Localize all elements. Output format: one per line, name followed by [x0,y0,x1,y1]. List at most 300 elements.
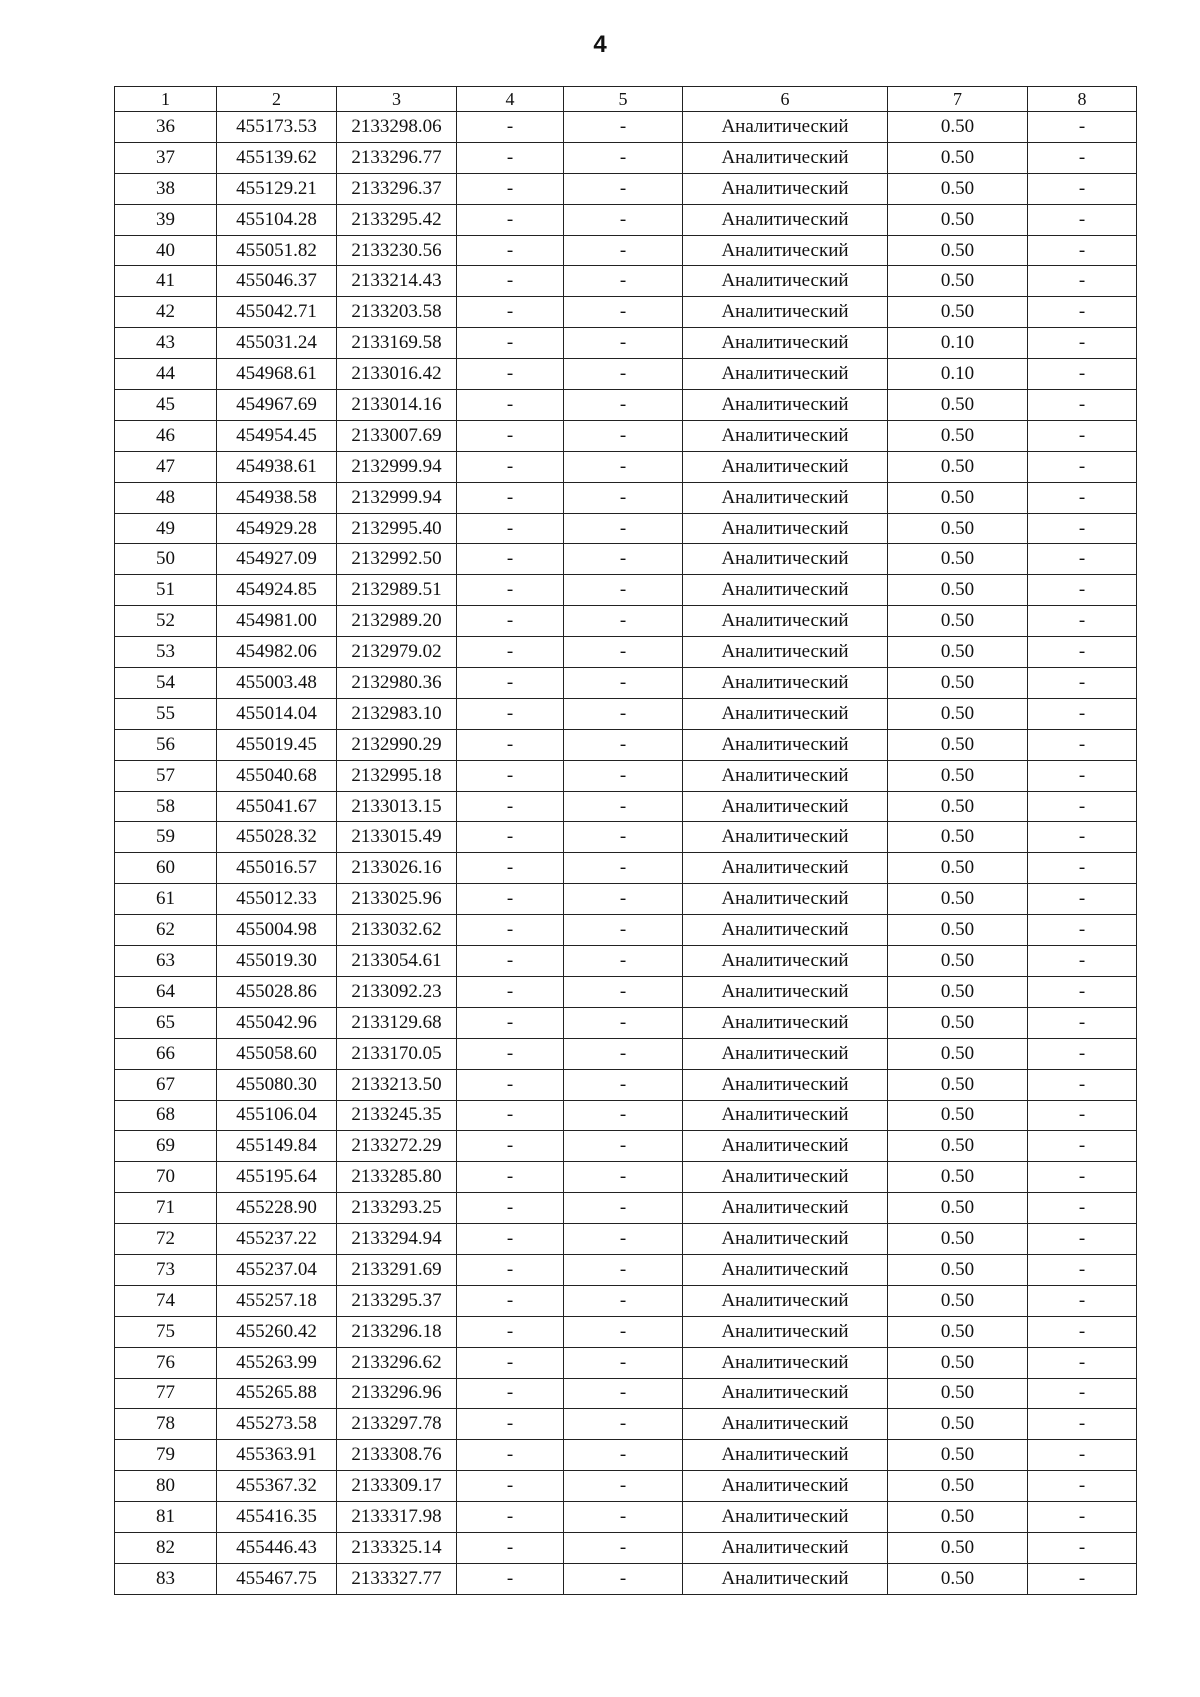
table-cell-col-2: 455265.88 [217,1378,337,1409]
table-cell-col-2: 455012.33 [217,884,337,915]
table-cell-col-4: - [457,1193,564,1224]
table-cell-col-5: - [564,1100,683,1131]
table-cell-col-1: 70 [115,1162,217,1193]
table-cell-col-3: 2133291.69 [337,1254,457,1285]
table-cell-col-2: 455042.96 [217,1007,337,1038]
table-cell-col-7: 0.50 [888,297,1028,328]
column-header-4: 4 [457,87,564,112]
table-cell-col-6: Аналитический [683,853,888,884]
table-row [115,606,1137,637]
table-cell-col-5: - [564,1224,683,1255]
table-cell-col-8: - [1028,204,1137,235]
table-cell-col-7: 0.50 [888,1038,1028,1069]
table-cell-col-2: 455416.35 [217,1502,337,1533]
table-cell-col-1: 61 [115,884,217,915]
table-cell-col-5: - [564,1038,683,1069]
table-cell-col-4: - [457,760,564,791]
table-cell-col-6: Аналитический [683,1038,888,1069]
table-cell-col-3: 2133170.05 [337,1038,457,1069]
table-cell-col-7: 0.50 [888,1347,1028,1378]
table-cell-col-1: 45 [115,390,217,421]
table-cell-col-6: Аналитический [683,1193,888,1224]
table-cell-col-8: - [1028,668,1137,699]
table-cell-col-6: Аналитический [683,1254,888,1285]
table-cell-col-3: 2133285.80 [337,1162,457,1193]
table-cell-col-3: 2132983.10 [337,698,457,729]
table-cell-col-6: Аналитический [683,544,888,575]
table-cell-col-5: - [564,729,683,760]
table-cell-col-3: 2132995.18 [337,760,457,791]
table-cell-col-4: - [457,1007,564,1038]
table-cell-col-1: 37 [115,142,217,173]
table-cell-col-6: Аналитический [683,297,888,328]
table-cell-col-2: 455139.62 [217,142,337,173]
table-cell-col-5: - [564,884,683,915]
table-cell-col-6: Аналитический [683,884,888,915]
table-cell-col-7: 0.50 [888,513,1028,544]
table-cell-col-8: - [1028,266,1137,297]
table-cell-col-6: Аналитический [683,390,888,421]
table-cell-col-8: - [1028,297,1137,328]
table-cell-col-8: - [1028,513,1137,544]
table-cell-col-8: - [1028,606,1137,637]
table-cell-col-5: - [564,1440,683,1471]
table-cell-col-4: - [457,359,564,390]
table-cell-col-6: Аналитический [683,1532,888,1563]
table-cell-col-6: Аналитический [683,1069,888,1100]
table-cell-col-8: - [1028,173,1137,204]
table-cell-col-4: - [457,420,564,451]
table-cell-col-4: - [457,173,564,204]
table-cell-col-2: 455363.91 [217,1440,337,1471]
table-cell-col-4: - [457,1285,564,1316]
table-cell-col-4: - [457,513,564,544]
table-cell-col-6: Аналитический [683,235,888,266]
table-cell-col-8: - [1028,328,1137,359]
table-cell-col-2: 454954.45 [217,420,337,451]
table-cell-col-5: - [564,1563,683,1594]
table-cell-col-8: - [1028,1162,1137,1193]
table-cell-col-7: 0.50 [888,544,1028,575]
table-cell-col-4: - [457,235,564,266]
table-cell-col-2: 455003.48 [217,668,337,699]
table-cell-col-1: 44 [115,359,217,390]
table-cell-col-7: 0.50 [888,1131,1028,1162]
table-cell-col-3: 2132999.94 [337,451,457,482]
table-cell-col-5: - [564,1471,683,1502]
table-cell-col-8: - [1028,1409,1137,1440]
table-cell-col-7: 0.50 [888,266,1028,297]
table-row [115,698,1137,729]
table-row [115,915,1137,946]
table-row [115,1254,1137,1285]
table-cell-col-7: 0.50 [888,668,1028,699]
table-cell-col-1: 49 [115,513,217,544]
table-cell-col-1: 72 [115,1224,217,1255]
table-cell-col-4: - [457,1069,564,1100]
table-cell-col-7: 0.50 [888,420,1028,451]
table-cell-col-7: 0.50 [888,390,1028,421]
table-cell-col-3: 2132980.36 [337,668,457,699]
table-cell-col-2: 455149.84 [217,1131,337,1162]
table-cell-col-5: - [564,853,683,884]
table-cell-col-7: 0.50 [888,637,1028,668]
table-cell-col-1: 50 [115,544,217,575]
table-cell-col-7: 0.50 [888,853,1028,884]
table-row [115,729,1137,760]
table-cell-col-1: 58 [115,791,217,822]
table-cell-col-4: - [457,1038,564,1069]
table-cell-col-8: - [1028,575,1137,606]
table-cell-col-6: Аналитический [683,1409,888,1440]
table-cell-col-8: - [1028,112,1137,143]
table-cell-col-6: Аналитический [683,606,888,637]
table-cell-col-8: - [1028,1471,1137,1502]
table-row [115,1316,1137,1347]
table-cell-col-2: 454968.61 [217,359,337,390]
table-cell-col-6: Аналитический [683,482,888,513]
table-cell-col-7: 0.50 [888,1378,1028,1409]
table-cell-col-6: Аналитический [683,513,888,544]
table-cell-col-5: - [564,482,683,513]
table-cell-col-4: - [457,482,564,513]
table-cell-col-1: 83 [115,1563,217,1594]
table-row [115,173,1137,204]
table-cell-col-8: - [1028,946,1137,977]
table-cell-col-8: - [1028,698,1137,729]
table-row [115,1100,1137,1131]
table-cell-col-1: 53 [115,637,217,668]
table-cell-col-2: 455173.53 [217,112,337,143]
table-cell-col-5: - [564,1254,683,1285]
table-cell-col-7: 0.50 [888,915,1028,946]
table-cell-col-8: - [1028,853,1137,884]
table-cell-col-3: 2132995.40 [337,513,457,544]
table-cell-col-6: Аналитический [683,112,888,143]
table-cell-col-7: 0.50 [888,1502,1028,1533]
table-cell-col-2: 455237.04 [217,1254,337,1285]
table-cell-col-5: - [564,1316,683,1347]
table-cell-col-3: 2133308.76 [337,1440,457,1471]
table-cell-col-7: 0.50 [888,698,1028,729]
table-cell-col-7: 0.50 [888,822,1028,853]
table-row [115,451,1137,482]
table-cell-col-8: - [1028,760,1137,791]
table-cell-col-6: Аналитический [683,1131,888,1162]
table-cell-col-2: 454981.00 [217,606,337,637]
table-cell-col-5: - [564,791,683,822]
table-cell-col-7: 0.50 [888,235,1028,266]
table-row [115,328,1137,359]
table-cell-col-3: 2133025.96 [337,884,457,915]
table-cell-col-8: - [1028,791,1137,822]
table-cell-col-8: - [1028,1316,1137,1347]
table-row [115,142,1137,173]
table-cell-col-7: 0.50 [888,1069,1028,1100]
table-cell-col-4: - [457,1224,564,1255]
table-cell-col-2: 454967.69 [217,390,337,421]
column-header-5: 5 [564,87,683,112]
table-cell-col-8: - [1028,359,1137,390]
table-cell-col-5: - [564,513,683,544]
table-cell-col-8: - [1028,420,1137,451]
table-cell-col-2: 454938.61 [217,451,337,482]
table-cell-col-1: 51 [115,575,217,606]
table-cell-col-7: 0.50 [888,1440,1028,1471]
table-row [115,1285,1137,1316]
table-cell-col-4: - [457,1316,564,1347]
table-cell-col-4: - [457,451,564,482]
table-cell-col-3: 2132989.51 [337,575,457,606]
table-cell-col-1: 75 [115,1316,217,1347]
table-cell-col-3: 2133309.17 [337,1471,457,1502]
table-cell-col-7: 0.10 [888,328,1028,359]
table-cell-col-3: 2133296.77 [337,142,457,173]
table-cell-col-1: 47 [115,451,217,482]
table-cell-col-2: 455004.98 [217,915,337,946]
column-header-1: 1 [115,87,217,112]
table-row [115,1347,1137,1378]
table-cell-col-5: - [564,1285,683,1316]
table-cell-col-4: - [457,729,564,760]
table-cell-col-5: - [564,1069,683,1100]
table-cell-col-5: - [564,328,683,359]
table-cell-col-3: 2133245.35 [337,1100,457,1131]
table-row [115,420,1137,451]
table-cell-col-2: 455446.43 [217,1532,337,1563]
table-cell-col-5: - [564,698,683,729]
table-cell-col-7: 0.50 [888,976,1028,1007]
table-cell-col-5: - [564,1007,683,1038]
table-cell-col-2: 455028.86 [217,976,337,1007]
table-cell-col-3: 2133016.42 [337,359,457,390]
table-cell-col-6: Аналитический [683,1100,888,1131]
table-cell-col-6: Аналитический [683,1347,888,1378]
table-cell-col-7: 0.50 [888,1563,1028,1594]
table-cell-col-2: 454924.85 [217,575,337,606]
coordinates-table [114,86,1137,1595]
table-row [115,668,1137,699]
table-cell-col-7: 0.50 [888,1471,1028,1502]
table-cell-col-2: 455058.60 [217,1038,337,1069]
table-cell-col-1: 77 [115,1378,217,1409]
table-cell-col-3: 2133327.77 [337,1563,457,1594]
table-cell-col-8: - [1028,1131,1137,1162]
table-cell-col-3: 2133296.37 [337,173,457,204]
table-cell-col-5: - [564,606,683,637]
table-row [115,1563,1137,1594]
table-cell-col-6: Аналитический [683,328,888,359]
table-row [115,1069,1137,1100]
table-cell-col-6: Аналитический [683,1162,888,1193]
table-cell-col-2: 455273.58 [217,1409,337,1440]
table-cell-col-6: Аналитический [683,575,888,606]
table-cell-col-5: - [564,266,683,297]
table-row [115,637,1137,668]
table-cell-col-5: - [564,1502,683,1533]
table-cell-col-6: Аналитический [683,791,888,822]
table-cell-col-8: - [1028,1563,1137,1594]
table-row [115,791,1137,822]
table-row [115,482,1137,513]
table-cell-col-7: 0.50 [888,112,1028,143]
table-cell-col-6: Аналитический [683,822,888,853]
table-cell-col-6: Аналитический [683,1224,888,1255]
table-cell-col-1: 60 [115,853,217,884]
table-cell-col-8: - [1028,1347,1137,1378]
table-cell-col-2: 455257.18 [217,1285,337,1316]
table-cell-col-1: 46 [115,420,217,451]
table-cell-col-1: 64 [115,976,217,1007]
table-cell-col-8: - [1028,1100,1137,1131]
table-cell-col-5: - [564,1193,683,1224]
table-cell-col-7: 0.50 [888,1100,1028,1131]
table-cell-col-6: Аналитический [683,420,888,451]
table-cell-col-4: - [457,1254,564,1285]
table-cell-col-7: 0.50 [888,482,1028,513]
table-row [115,544,1137,575]
table-cell-col-4: - [457,1532,564,1563]
table-cell-col-3: 2133054.61 [337,946,457,977]
table-cell-col-1: 55 [115,698,217,729]
table-cell-col-5: - [564,822,683,853]
table-row [115,822,1137,853]
table-row [115,946,1137,977]
table-row [115,390,1137,421]
table-cell-col-8: - [1028,1193,1137,1224]
table-row [115,1440,1137,1471]
table-cell-col-2: 455237.22 [217,1224,337,1255]
table-cell-col-5: - [564,915,683,946]
table-cell-col-4: - [457,915,564,946]
table-cell-col-4: - [457,266,564,297]
table-cell-col-2: 455031.24 [217,328,337,359]
table-cell-col-4: - [457,1409,564,1440]
table-cell-col-4: - [457,668,564,699]
table-cell-col-8: - [1028,1532,1137,1563]
table-cell-col-1: 82 [115,1532,217,1563]
table-cell-col-8: - [1028,1378,1137,1409]
table-cell-col-7: 0.50 [888,1007,1028,1038]
table-cell-col-2: 455106.04 [217,1100,337,1131]
table-cell-col-1: 52 [115,606,217,637]
table-cell-col-6: Аналитический [683,1502,888,1533]
table-row [115,297,1137,328]
table-cell-col-7: 0.50 [888,946,1028,977]
table-cell-col-1: 81 [115,1502,217,1533]
table-cell-col-5: - [564,420,683,451]
table-cell-col-3: 2133294.94 [337,1224,457,1255]
table-cell-col-4: - [457,822,564,853]
table-cell-col-3: 2132992.50 [337,544,457,575]
table-cell-col-3: 2133272.29 [337,1131,457,1162]
table-cell-col-2: 454938.58 [217,482,337,513]
table-cell-col-4: - [457,1378,564,1409]
table-cell-col-7: 0.50 [888,1224,1028,1255]
table-cell-col-6: Аналитический [683,1007,888,1038]
table-cell-col-1: 66 [115,1038,217,1069]
table-cell-col-6: Аналитический [683,760,888,791]
table-cell-col-7: 0.50 [888,173,1028,204]
table-cell-col-6: Аналитический [683,1440,888,1471]
table-cell-col-3: 2133203.58 [337,297,457,328]
table-cell-col-1: 48 [115,482,217,513]
table-cell-col-3: 2133013.15 [337,791,457,822]
table-cell-col-1: 57 [115,760,217,791]
table-cell-col-3: 2132979.02 [337,637,457,668]
table-cell-col-2: 455195.64 [217,1162,337,1193]
table-cell-col-3: 2133169.58 [337,328,457,359]
table-row [115,884,1137,915]
table-row [115,112,1137,143]
table-cell-col-2: 455041.67 [217,791,337,822]
table-cell-col-4: - [457,1100,564,1131]
table-cell-col-1: 56 [115,729,217,760]
table-cell-col-3: 2133297.78 [337,1409,457,1440]
table-cell-col-8: - [1028,637,1137,668]
table-cell-col-6: Аналитический [683,698,888,729]
table-cell-col-4: - [457,544,564,575]
table-cell-col-1: 41 [115,266,217,297]
table-cell-col-2: 455104.28 [217,204,337,235]
table-cell-col-4: - [457,328,564,359]
table-cell-col-5: - [564,1532,683,1563]
table-cell-col-6: Аналитический [683,204,888,235]
table-cell-col-3: 2132989.20 [337,606,457,637]
table-cell-col-4: - [457,297,564,328]
table-cell-col-7: 0.50 [888,1193,1028,1224]
table-cell-col-8: - [1028,1038,1137,1069]
table-cell-col-7: 0.50 [888,451,1028,482]
table-cell-col-5: - [564,1347,683,1378]
table-cell-col-7: 0.50 [888,204,1028,235]
table-row [115,1193,1137,1224]
table-cell-col-5: - [564,668,683,699]
table-cell-col-7: 0.50 [888,760,1028,791]
table-cell-col-8: - [1028,1285,1137,1316]
table-cell-col-6: Аналитический [683,451,888,482]
table-cell-col-2: 454927.09 [217,544,337,575]
table-cell-col-4: - [457,853,564,884]
table-cell-col-1: 80 [115,1471,217,1502]
table-cell-col-4: - [457,575,564,606]
table-cell-col-8: - [1028,1440,1137,1471]
table-cell-col-5: - [564,1409,683,1440]
table-cell-col-3: 2133213.50 [337,1069,457,1100]
table-body [115,112,1137,1595]
table-cell-col-2: 455367.32 [217,1471,337,1502]
table-cell-col-2: 455263.99 [217,1347,337,1378]
table-cell-col-8: - [1028,142,1137,173]
table-cell-col-3: 2133296.18 [337,1316,457,1347]
table-cell-col-8: - [1028,235,1137,266]
table-cell-col-8: - [1028,1224,1137,1255]
table-cell-col-4: - [457,204,564,235]
table-cell-col-3: 2133032.62 [337,915,457,946]
table-cell-col-6: Аналитический [683,173,888,204]
table-cell-col-8: - [1028,1069,1137,1100]
column-header-2: 2 [217,87,337,112]
table-cell-col-1: 74 [115,1285,217,1316]
table-cell-col-4: - [457,637,564,668]
table-cell-col-2: 455019.30 [217,946,337,977]
table-cell-col-3: 2132990.29 [337,729,457,760]
table-cell-col-2: 455019.45 [217,729,337,760]
table-cell-col-1: 69 [115,1131,217,1162]
table-cell-col-5: - [564,1131,683,1162]
table-cell-col-6: Аналитический [683,142,888,173]
table-row [115,1471,1137,1502]
